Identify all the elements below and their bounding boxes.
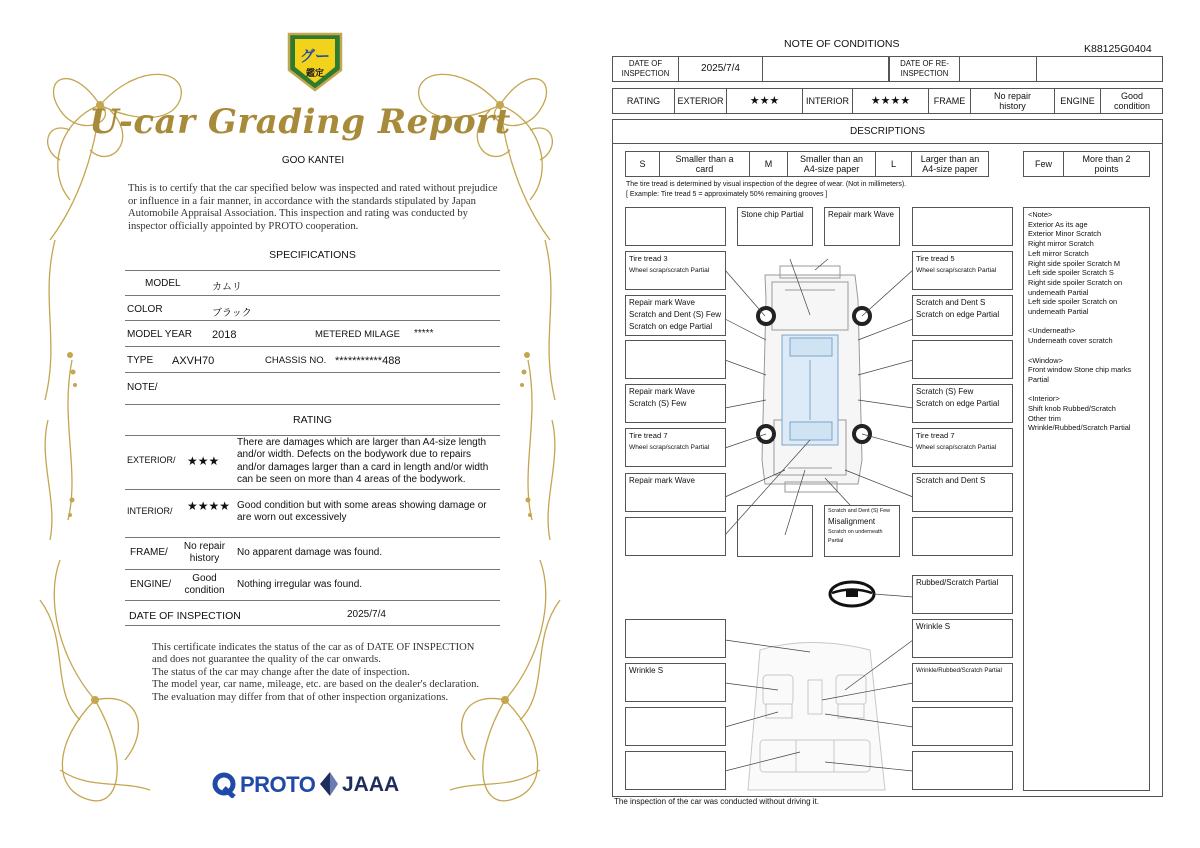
note-box-left-rear-panel xyxy=(625,473,726,512)
footer-logos xyxy=(212,770,412,798)
disclaimer-line: This certificate indicates the status of the car as of DATE OF INSPECTION and does not guarantee the quality of the car onwards. xyxy=(152,642,475,666)
chassis-value: ***********488 xyxy=(335,355,401,367)
note-text: Tire tread 7 xyxy=(916,431,955,440)
date-reinspection-value xyxy=(960,57,1037,81)
note-text: Tire tread 7 xyxy=(629,431,668,440)
note-box-front-left xyxy=(625,207,726,246)
legend-s-text: Smaller than a card xyxy=(660,152,750,176)
note-box-rear-seat-right xyxy=(912,751,1013,790)
note-box-trunk xyxy=(737,505,813,557)
note-box-console xyxy=(912,663,1013,702)
note-box-tire-rear-left xyxy=(625,428,726,467)
note-box-tire-front-left xyxy=(625,251,726,290)
date-inspection-label: DATE OF INSPECTION xyxy=(613,57,679,81)
noc-title: NOTE OF CONDITIONS xyxy=(784,38,900,50)
note-box-right-front-panel xyxy=(912,295,1013,336)
engine-description: Nothing irregular was found. xyxy=(237,579,363,590)
jaaa-logo-text: JAAA xyxy=(342,773,400,796)
disclaimer-line: The evaluation may differ from that of other inspection organizations. xyxy=(152,691,449,703)
spec-row-color xyxy=(125,296,500,321)
descriptions-heading: DESCRIPTIONS xyxy=(612,119,1163,144)
note-box-front-right xyxy=(912,207,1013,246)
date-reinspection-label: DATE OF RE-INSPECTION xyxy=(890,57,960,81)
note-text: Repair mark Wave xyxy=(629,387,695,396)
certificate-intro: This is to certify that the car specified below was inspected and rated without prejudice or influence in a fair manner, in accordance with the standards stipulated by Japan Automobile Appraisal Association. This inspection and rating was conducted by inspector officially appointed by PROTO cooperation. xyxy=(128,183,498,232)
interior-label: INTERIOR/ xyxy=(127,506,173,516)
note-of-conditions xyxy=(600,0,1200,848)
notes-panel xyxy=(1023,207,1150,791)
note-text: Wheel scrap/scratch Partial xyxy=(629,267,710,274)
legend-few-text: More than 2 points xyxy=(1082,153,1131,174)
note-text: Scratch on underneath Partial xyxy=(828,529,883,544)
note-box-left-door-rear xyxy=(625,384,726,423)
model-year-value: 2018 xyxy=(212,329,237,341)
model-label: MODEL xyxy=(145,278,181,289)
jaaa-logo-icon xyxy=(318,770,340,798)
note-box-windshield xyxy=(737,207,813,246)
color-value: ブラック xyxy=(212,308,252,319)
note-text: Scratch on edge Partial xyxy=(629,322,713,331)
rating-row-date xyxy=(125,601,500,626)
note-text: Misalignment xyxy=(828,517,876,526)
engine-value: Good condition xyxy=(1113,90,1151,111)
disclaimer-line: The model year, car name, mileage, etc. are based on the dealer's declaration. xyxy=(152,679,480,691)
note-text: Scratch and Dent (S) Few xyxy=(629,310,722,319)
note-box-rear-right xyxy=(912,517,1013,556)
note-text: Rubbed/Scratch Partial xyxy=(916,578,999,587)
svg-text:鑑定: 鑑定 xyxy=(305,69,325,79)
note-text: Tire tread 3 xyxy=(629,254,668,263)
note-text: Wrinkle S xyxy=(916,622,951,631)
note-text: Scratch (S) Few xyxy=(629,399,687,408)
goo-kantei-badge-icon xyxy=(287,30,343,92)
note-text: Repair mark Wave xyxy=(828,210,894,219)
note-box-rear-left xyxy=(625,517,726,556)
exterior-stars: ★★★ xyxy=(187,454,220,468)
note-label: NOTE/ xyxy=(127,382,158,393)
note-box-steering xyxy=(912,575,1013,614)
note-box-tire-rear-right xyxy=(912,428,1013,467)
note-text: Repair mark Wave xyxy=(629,476,695,485)
note-text: Wheel scrap/scratch Partial xyxy=(916,267,997,274)
notes-section-general: <Note> Exterior As its age Exterior Minor Scratch Right mirror Scratch Left mirror Scratch Right side spoiler Scratch M Left side spoiler Scratch S Right side spoiler Scratch on underneath Partial Left side spoiler Scratch on underneath Partial xyxy=(1028,210,1123,317)
note-text: Repair mark Wave xyxy=(629,298,695,307)
chassis-label: CHASSIS NO. xyxy=(265,355,327,366)
svg-text:グー: グー xyxy=(299,47,331,65)
engine-value: Good condition xyxy=(184,573,225,596)
rating-row-frame xyxy=(125,538,500,570)
legend-few: Few xyxy=(1024,152,1064,176)
note-box-right-rear-panel xyxy=(912,473,1013,512)
note-text: Wrinkle/Rubbed/Scratch Partial xyxy=(916,667,1002,674)
tire-tread-note xyxy=(626,180,906,199)
frame-value: No repair history xyxy=(183,541,226,564)
engine-label: ENGINE xyxy=(1055,89,1101,113)
note-text: Stone chip Partial xyxy=(741,210,804,219)
note-box-left-front-seat xyxy=(625,663,726,702)
interior-stars: ★★★★ xyxy=(853,89,929,113)
mileage-value: ***** xyxy=(414,328,434,339)
model-year-label: MODEL YEAR xyxy=(127,329,193,340)
spec-row-note xyxy=(125,373,500,405)
rating-label: RATING xyxy=(613,89,675,113)
notes-section-underneath: <Underneath> Underneath cover scratch xyxy=(1028,326,1113,346)
certificate-subtitle: GOO KANTEI xyxy=(281,155,345,166)
note-box-left-door-front xyxy=(625,340,726,379)
mileage-label: METERED MILAGE xyxy=(315,329,400,340)
date-empty-cell xyxy=(763,57,889,81)
note-box-rear-seat-left xyxy=(625,751,726,790)
note-box-hood xyxy=(824,207,900,246)
date-label: DATE OF INSPECTION xyxy=(129,610,241,622)
note-box-left-floor xyxy=(625,707,726,746)
note-box-right-door-rear xyxy=(912,384,1013,423)
specifications-heading: SPECIFICATIONS xyxy=(269,249,356,261)
date-inspection-value: 2025/7/4 xyxy=(679,57,763,81)
engine-label: ENGINE/ xyxy=(130,579,172,590)
frame-label: FRAME xyxy=(929,89,971,113)
interior-stars: ★★★★ xyxy=(187,499,231,513)
noc-code: K88125G0404 xyxy=(1084,43,1152,55)
date-value: 2025/7/4 xyxy=(347,609,386,620)
certificate-title: U-car Grading Report xyxy=(89,102,511,142)
note-text: Wrinkle S xyxy=(629,666,664,675)
note-text: Scratch and Dent (S) Few xyxy=(828,508,891,514)
note-box-dashboard xyxy=(625,619,726,658)
few-legend xyxy=(1023,151,1150,177)
exterior-description: There are damages which are larger than A4-size length and/or width. Defects on the bodywork due to repairs and/or damages larger than a card in length and/or width can be seen on more than 4 areas of the bodywork. xyxy=(237,437,489,485)
notes-section-interior: <Interior> Shift knob Rubbed/Scratch Other trim Wrinkle/Rubbed/Scratch Partial xyxy=(1028,394,1131,433)
exterior-label: EXTERIOR/ xyxy=(127,455,176,465)
tread-note-line: The tire tread is determined by visual inspection of the degree of wear. (Not in millimeters). xyxy=(626,181,907,188)
legend-m-text: Smaller than an A4-size paper xyxy=(788,152,876,176)
frame-label: FRAME/ xyxy=(130,547,168,558)
proto-logo-text: PROTO xyxy=(240,772,316,797)
legend-s: S xyxy=(626,152,660,176)
inspection-footer-note: The inspection of the car was conducted without driving it. xyxy=(614,797,819,806)
interior-label: INTERIOR xyxy=(803,89,853,113)
rating-row-interior xyxy=(125,490,500,538)
spec-row-model xyxy=(125,270,500,296)
rating-heading: RATING xyxy=(293,414,332,426)
size-legend xyxy=(625,151,989,177)
note-text: Tire tread 5 xyxy=(916,254,955,263)
rating-row xyxy=(612,88,1163,114)
notes-section-window: <Window> Front window Stone chip marks Partial xyxy=(1028,355,1132,384)
color-label: COLOR xyxy=(127,304,163,315)
legend-l-text: Larger than an A4-size paper xyxy=(920,153,980,174)
note-text: Wheel scrap/scratch Partial xyxy=(629,444,710,451)
note-box-right-front-seat xyxy=(912,619,1013,658)
note-box-underneath xyxy=(824,505,900,557)
note-box-right-door-front xyxy=(912,340,1013,379)
interior-description: Good condition but with some areas showing damage or are worn out excessively xyxy=(237,500,487,524)
note-text: Scratch and Dent S xyxy=(916,298,986,307)
note-text: Scratch on edge Partial xyxy=(916,399,1000,408)
date-row xyxy=(612,56,1163,82)
tread-note-line: [ Example: Tire tread 5 = approximately 50% remaining grooves ] xyxy=(626,190,828,198)
proto-logo-icon xyxy=(212,772,238,798)
note-box-tire-front-right xyxy=(912,251,1013,290)
certificate-disclaimer xyxy=(152,642,482,704)
exterior-stars: ★★★ xyxy=(727,89,803,113)
note-text: Scratch (S) Few xyxy=(916,387,974,396)
note-text: Scratch and Dent S xyxy=(916,476,986,485)
spec-row-type xyxy=(125,347,500,373)
frame-value: No repair history xyxy=(971,89,1055,113)
legend-m: M xyxy=(750,152,788,176)
type-value: AXVH70 xyxy=(172,355,215,367)
model-value: カムリ xyxy=(212,282,242,293)
rating-row-exterior xyxy=(125,435,500,490)
note-box-left-front-panel xyxy=(625,295,726,336)
note-box-right-floor xyxy=(912,707,1013,746)
note-text: Scratch on edge Partial xyxy=(916,310,1000,319)
rating-row-engine xyxy=(125,570,500,601)
legend-l: L xyxy=(876,152,912,176)
type-label: TYPE xyxy=(127,355,154,366)
frame-description: No apparent damage was found. xyxy=(237,547,383,558)
disclaimer-line: The status of the car may change after the date of inspection. xyxy=(152,666,410,678)
date-empty-cell xyxy=(1037,57,1164,81)
note-text: Wheel scrap/scratch Partial xyxy=(916,444,997,451)
exterior-label: EXTERIOR xyxy=(675,89,727,113)
spec-row-year xyxy=(125,321,500,347)
